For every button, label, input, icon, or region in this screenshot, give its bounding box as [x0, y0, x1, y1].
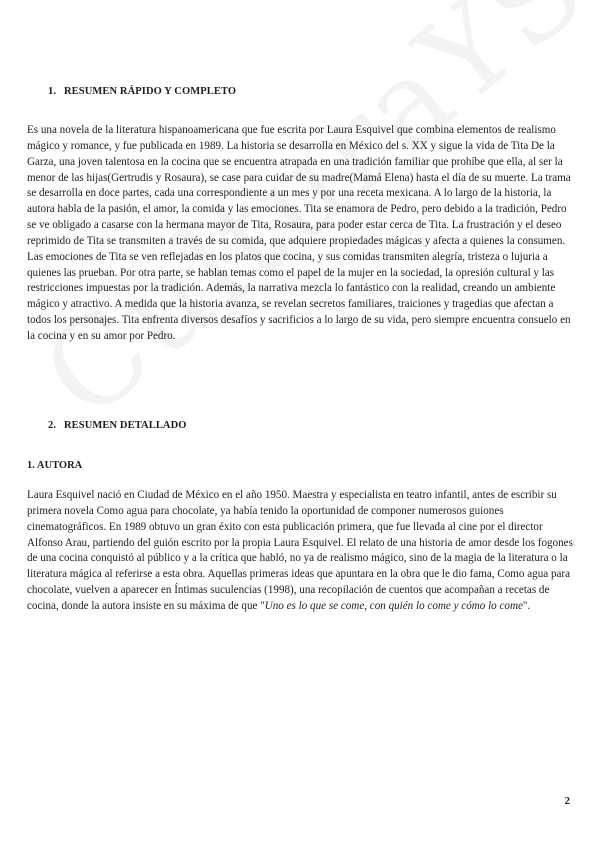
subsection-autora-heading: 1. AUTORA: [27, 460, 83, 471]
section-2-heading: [48, 420, 187, 431]
section-1-number: 1.: [48, 86, 57, 97]
section-2-number: 2.: [48, 420, 57, 431]
section-1-title: RESUMEN RÁPIDO Y COMPLETO: [64, 86, 237, 97]
subsection-autora-paragraph: [27, 488, 575, 615]
page-number: 2: [564, 795, 570, 807]
autora-text: Laura Esquivel nació en Ciudad de México en el año 1950. Maestra y especialista en teatro infantil, antes de escribir su primera novela Como agua para chocolate, ya había tenido la oportunidad de componer numerosos guiones cinematográficos. En 1989 obtuvo un gran éxito con esta publicación primera, que fue llevada al cine por el director Alfonso Arau, partiendo del guión escrito por la propia Laura Esquivel. El relato de una historia de amor desde los fogones de una cocina conquistó al público y a la crítica que habló, no ya de realismo mágico, sino de la magia de la literatura o la literatura mágica al referirse a esta obra. Aquellas primeras ideas que apuntara en la obra que le dio fama, Como agua para chocolate, vuelven a aparecer en Íntimas suculencias (1998), una recopilación de cuentos que acompañan a recetas de cocina, donde la autora insiste en su máxima de que ": [27, 489, 573, 612]
section-2-title: RESUMEN DETALLADO: [64, 420, 187, 431]
section-1-heading: [48, 86, 236, 97]
section-1-paragraph: Es una novela de la literatura hispanoamericana que fue escrita por Laura Esquivel que combina elementos de realismo mágico y romance, y fue publicada en 1989. La historia se desarrolla en México del s. XX y sigue la vida de Tita De la Garza, una joven talentosa en la cocina que se encuentra atrapada en una tradición familiar que prohíbe que ella, al ser la menor de las hijas(Gertrudis y Rosaura), se case para cuidar de su madre(Mamá Elena) hasta el día de su muerte. La trama se desarrolla en doce partes, cada una correspondiente a un mes y por una receta mexicana. A lo largo de la historia, la autora habla de la pasión, el amor, la comida y las emociones. Tita se enamora de Pedro, pero debido a la tradición, Pedro se ve obligado a casarse con la hermana mayor de Tita, Rosaura, para poder estar cerca de Tita. La frustración y el deseo reprimido de Tita se transmiten a través de su comida, que adquiere propiedades mágicas y afecta a quienes la consumen. Las emociones de Tita se ven reflejadas en los platos que cocina, y sus comidas transmiten alegría, tristeza o lujuria a quienes las prueban. Por otra parte, se hablan temas como el papel de la mujer en la sociedad, la opresión cultural y las restricciones impuestas por la tradición. Además, la narrativa mezcla lo fantástico con la realidad, creando un ambiente mágico y atractivo. A medida que la historia avanza, se revelan secretos familiares, traiciones y tragedias que afectan a todos los personajes. Tita enfrenta diversos desafíos y sacrificios a lo largo de su vida, pero siempre encuentra consuelo en la cocina y en su amor por Pedro.: [27, 124, 571, 342]
autora-quote: Uno es lo que se come, con quién lo come y cómo lo come: [264, 599, 523, 612]
autora-text-end: ".: [522, 599, 531, 612]
